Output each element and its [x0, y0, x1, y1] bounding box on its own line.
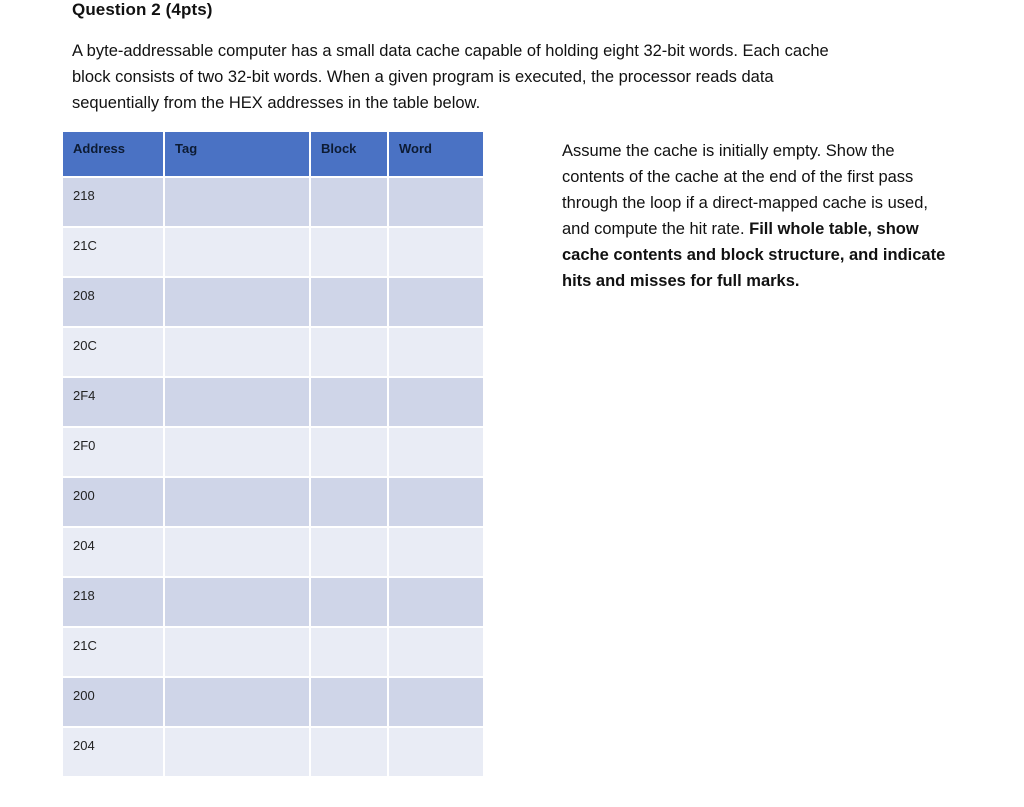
tag-cell[interactable] [165, 428, 309, 476]
block-cell[interactable] [311, 478, 387, 526]
word-cell[interactable] [389, 178, 483, 226]
tag-cell[interactable] [165, 378, 309, 426]
tag-cell[interactable] [165, 728, 309, 776]
note-emphasis: Fill whole table, show [749, 220, 919, 238]
note-line [562, 164, 982, 190]
table-row [63, 678, 483, 726]
table-row [63, 728, 483, 776]
block-cell[interactable] [311, 378, 387, 426]
address-cell: 204 [63, 728, 163, 776]
header-block: Block [311, 132, 387, 176]
tag-cell[interactable] [165, 628, 309, 676]
intro-line: sequentially from the HEX addresses in the table below. [72, 94, 481, 112]
word-cell[interactable] [389, 678, 483, 726]
tag-cell[interactable] [165, 328, 309, 376]
address-cell: 218 [63, 578, 163, 626]
note-line [562, 268, 982, 294]
note-line [562, 216, 982, 242]
block-cell[interactable] [311, 428, 387, 476]
tag-cell[interactable] [165, 478, 309, 526]
note-line [562, 138, 982, 164]
address-cell: 200 [63, 478, 163, 526]
note-emphasis: cache contents and block structure, and indicate [562, 246, 946, 264]
word-cell[interactable] [389, 528, 483, 576]
table-row [63, 328, 483, 376]
intro-line: block consists of two 32-bit words. When a given program is executed, the processor reads data [72, 68, 774, 86]
word-cell[interactable] [389, 578, 483, 626]
table-row [63, 378, 483, 426]
header-tag: Tag [165, 132, 309, 176]
table-row [63, 228, 483, 276]
address-cell: 21C [63, 628, 163, 676]
address-cell: 218 [63, 178, 163, 226]
note-emphasis: hits and misses for full marks. [562, 272, 800, 290]
block-cell[interactable] [311, 228, 387, 276]
address-cell: 208 [63, 278, 163, 326]
block-cell[interactable] [311, 328, 387, 376]
address-cell: 200 [63, 678, 163, 726]
note-line [562, 242, 982, 268]
note-text: and compute the hit rate. [562, 220, 750, 238]
tag-cell[interactable] [165, 278, 309, 326]
word-cell[interactable] [389, 628, 483, 676]
word-cell[interactable] [389, 428, 483, 476]
word-cell[interactable] [389, 378, 483, 426]
address-table [61, 130, 485, 778]
word-cell[interactable] [389, 278, 483, 326]
table-header-row [63, 132, 483, 176]
word-cell[interactable] [389, 478, 483, 526]
table-row [63, 428, 483, 476]
address-cell: 20C [63, 328, 163, 376]
table-row [63, 528, 483, 576]
intro-line: A byte-addressable computer has a small data cache capable of holding eight 32-bit words. Each cache [72, 42, 829, 60]
address-cell: 2F4 [63, 378, 163, 426]
instructions-note [562, 138, 982, 294]
note-text: contents of the cache at the end of the first pass [562, 168, 914, 186]
address-cell: 2F0 [63, 428, 163, 476]
note-text: Assume the cache is initially empty. Show the [562, 142, 895, 160]
block-cell[interactable] [311, 628, 387, 676]
block-cell[interactable] [311, 278, 387, 326]
address-cell: 21C [63, 228, 163, 276]
table-row [63, 578, 483, 626]
note-text: through the loop if a direct-mapped cache is used, [562, 194, 928, 212]
table-body [63, 178, 483, 776]
problem-statement [72, 38, 912, 116]
tag-cell[interactable] [165, 578, 309, 626]
question-title: Question 2 (4pts) [72, 0, 213, 19]
header-word: Word [389, 132, 483, 176]
tag-cell[interactable] [165, 678, 309, 726]
note-line [562, 190, 982, 216]
address-cell: 204 [63, 528, 163, 576]
word-cell[interactable] [389, 728, 483, 776]
word-cell[interactable] [389, 228, 483, 276]
table-row [63, 278, 483, 326]
tag-cell[interactable] [165, 178, 309, 226]
block-cell[interactable] [311, 678, 387, 726]
block-cell[interactable] [311, 528, 387, 576]
tag-cell[interactable] [165, 228, 309, 276]
block-cell[interactable] [311, 578, 387, 626]
table-row [63, 178, 483, 226]
block-cell[interactable] [311, 178, 387, 226]
table-row [63, 478, 483, 526]
table-row [63, 628, 483, 676]
block-cell[interactable] [311, 728, 387, 776]
header-address: Address [63, 132, 163, 176]
tag-cell[interactable] [165, 528, 309, 576]
word-cell[interactable] [389, 328, 483, 376]
